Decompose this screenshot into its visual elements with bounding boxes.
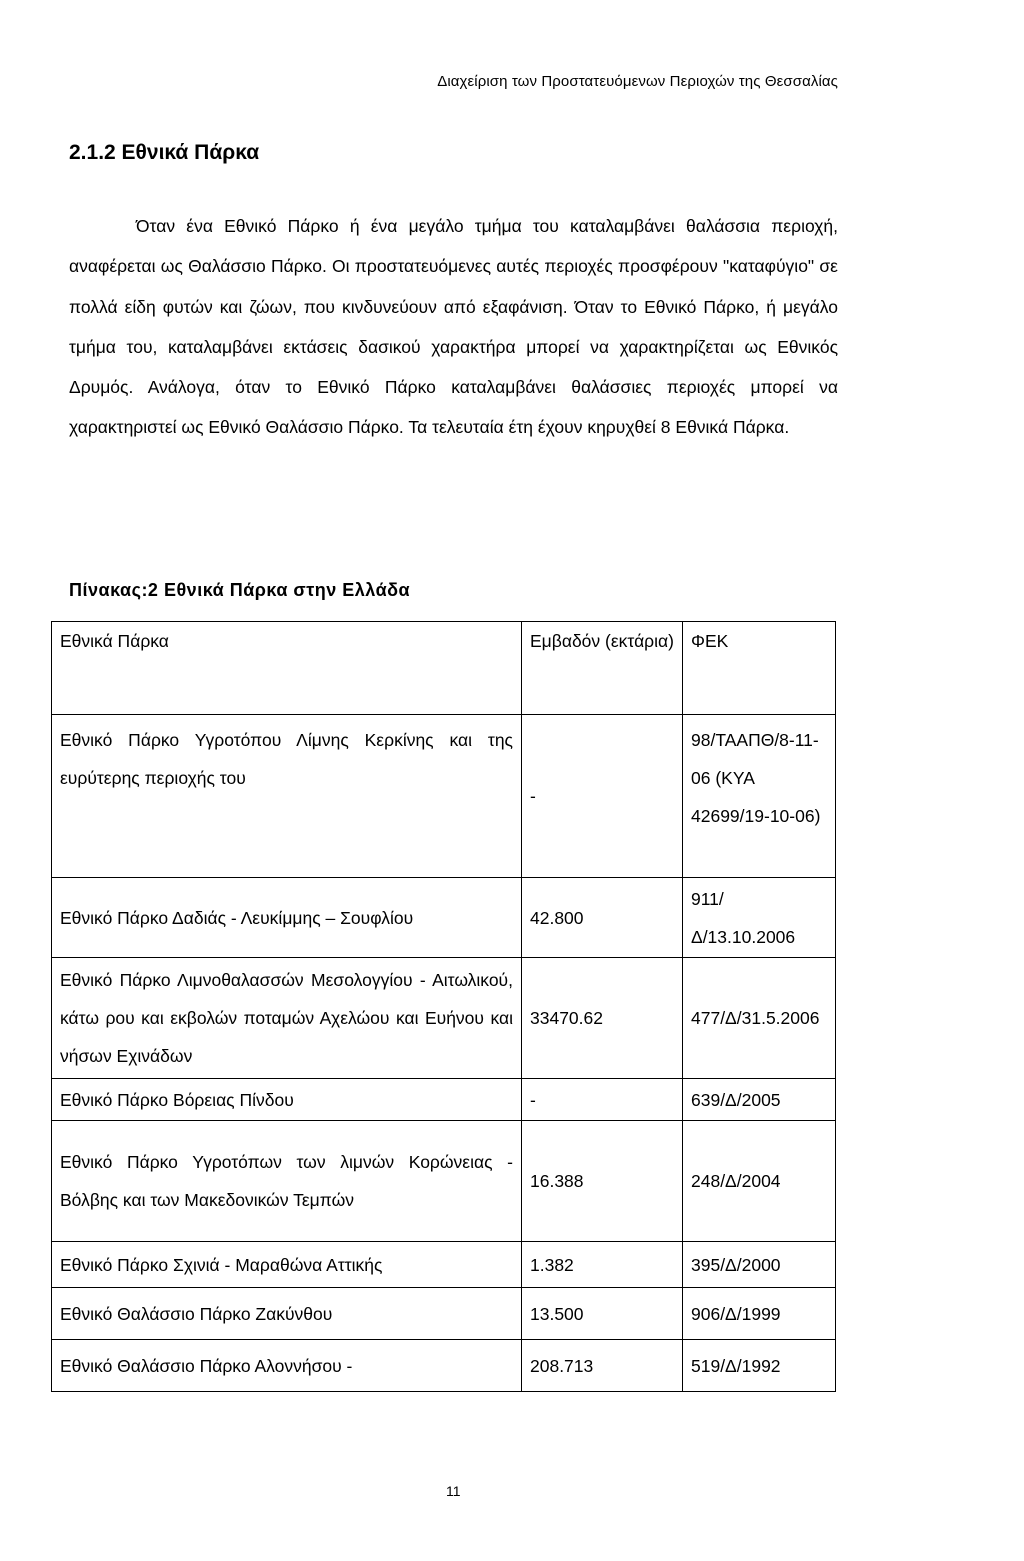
park-name: Εθνικό Πάρκο Δαδιάς - Λευκίμμης – Σουφλίου — [52, 878, 522, 958]
park-fek: 906/Δ/1999 — [683, 1288, 836, 1340]
park-fek: 395/Δ/2000 — [683, 1242, 836, 1288]
running-header: Διαχείριση των Προστατευόμενων Περιοχών της Θεσσαλίας — [437, 73, 838, 90]
table-row — [52, 715, 836, 878]
park-name: Εθνικό Πάρκο Βόρειας Πίνδου — [52, 1079, 522, 1121]
park-area: 16.388 — [522, 1121, 683, 1242]
park-area: - — [522, 715, 683, 878]
table-row — [52, 1340, 836, 1392]
park-area: 33470.62 — [522, 958, 683, 1079]
table-row — [52, 1121, 836, 1242]
park-area: - — [522, 1079, 683, 1121]
park-fek: 98/ΤΑΑΠΘ/8-11-06 (ΚΥΑ 42699/19-10-06) — [683, 715, 836, 878]
table-row — [52, 958, 836, 1079]
table-row — [52, 1242, 836, 1288]
park-fek: 477/Δ/31.5.2006 — [683, 958, 836, 1079]
table-row — [52, 878, 836, 958]
park-name: Εθνικό Πάρκο Υγροτόπου Λίμνης Κερκίνης και της ευρύτερης περιοχής του — [52, 715, 522, 878]
park-fek: 911/Δ/13.10.2006 — [683, 878, 836, 958]
park-area: 13.500 — [522, 1288, 683, 1340]
park-name: Εθνικό Πάρκο Υγροτόπων των λιμνών Κορώνειας - Βόλβης και των Μακεδονικών Τεμπών — [52, 1121, 522, 1242]
park-name: Εθνικό Θαλάσσιο Πάρκο Ζακύνθου — [52, 1288, 522, 1340]
intro-paragraph — [69, 206, 838, 448]
park-name: Εθνικό Θαλάσσιο Πάρκο Αλοννήσου - — [52, 1340, 522, 1392]
header-name: Εθνικά Πάρκα — [52, 622, 522, 715]
national-parks-table — [51, 621, 836, 1392]
park-fek: 248/Δ/2004 — [683, 1121, 836, 1242]
header-area: Εμβαδόν (εκτάρια) — [522, 622, 683, 715]
park-fek: 519/Δ/1992 — [683, 1340, 836, 1392]
park-fek: 639/Δ/2005 — [683, 1079, 836, 1121]
park-area: 208.713 — [522, 1340, 683, 1392]
header-fek: ΦΕΚ — [683, 622, 836, 715]
section-heading: 2.1.2 Εθνικά Πάρκα — [69, 141, 260, 164]
park-area: 1.382 — [522, 1242, 683, 1288]
table-row — [52, 1079, 836, 1121]
park-area: 42.800 — [522, 878, 683, 958]
table-header-row — [52, 622, 836, 715]
page-number: 11 — [446, 1483, 461, 1499]
table-caption: Πίνακας:2 Εθνικά Πάρκα στην Ελλάδα — [69, 580, 411, 600]
park-name: Εθνικό Πάρκο Σχινιά - Μαραθώνα Αττικής — [52, 1242, 522, 1288]
park-name: Εθνικό Πάρκο Λιμνοθαλασσών Μεσολογγίου - Αιτωλικού, κάτω ρου και εκβολών ποταμών Αχελώου και Ευήνου και νήσων Εχινάδων — [52, 958, 522, 1079]
table-row — [52, 1288, 836, 1340]
intro-paragraph-text: Όταν ένα Εθνικό Πάρκο ή ένα μεγάλο τμήμα του καταλαμβάνει θαλάσσια περιοχή, αναφέρεται ως Θαλάσσιο Πάρκο. Οι προστατευόμενες αυτές περιοχές προσφέρουν "καταφύγιο" σε πολλά είδη φυτών και ζώων, που κινδυνεύουν από εξαφάνιση. Όταν το Εθνικό Πάρκο, ή μεγάλο τμήμα του, καταλαμβάνει εκτάσεις δασικού χαρακτήρα μπορεί να χαρακτηρίζεται ως Εθνικός Δρυμός. Ανάλογα, όταν το Εθνικό Πάρκο καταλαμβάνει θαλάσσιες περιοχές μπορεί να χαρακτηριστεί ως Εθνικό Θαλάσσιο Πάρκο. Τα τελευταία έτη έχουν κηρυχθεί 8 Εθνικά Πάρκα. — [69, 216, 838, 438]
